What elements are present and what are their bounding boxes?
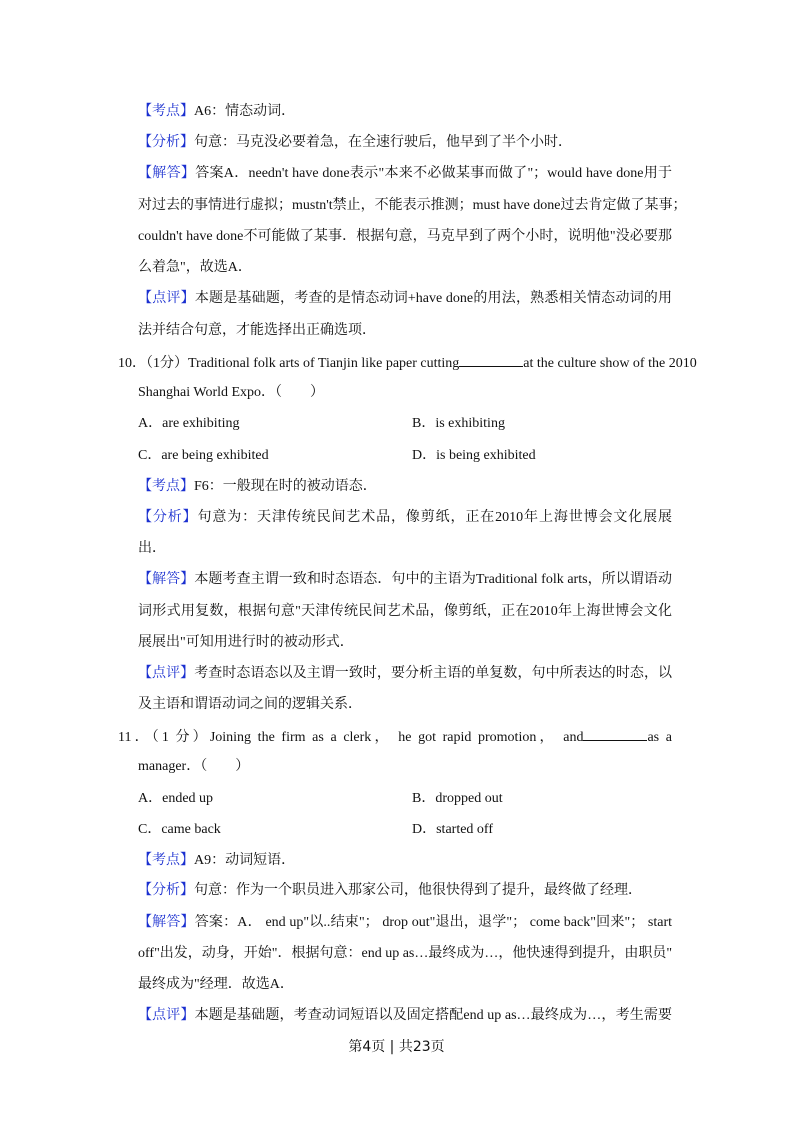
text-line — [138, 881, 672, 901]
option-a: C．came back — [138, 822, 221, 837]
option-a: C．are being exhibited — [138, 448, 269, 463]
line-text: 出． — [138, 541, 166, 556]
text-line — [138, 664, 672, 684]
line-text: 句意：作为一个职员进入那家公司，他很快得到了提升，最终做了经理． — [194, 883, 642, 898]
line-text: 及主语和谓语动词之间的逻辑关系． — [138, 697, 362, 712]
options-row — [138, 446, 672, 466]
text-line — [138, 539, 672, 559]
text-line — [138, 258, 672, 278]
line-text: 本题考查主谓一致和时态语态．句中的主语为Traditional folk arts，所以谓语动 — [194, 572, 673, 587]
question-line — [118, 352, 700, 372]
line-text: 本题是基础题，考查的是情态动词+have done的用法，熟悉相关情态动词的用 — [194, 291, 672, 306]
answer-blank — [583, 726, 647, 741]
line-text: A6：情态动词． — [194, 104, 296, 119]
section-tag: 【考点】 — [138, 104, 194, 119]
text-line — [138, 383, 672, 403]
text-line — [138, 102, 672, 122]
section-tag: 【解答】 — [138, 572, 195, 587]
line-text: manager．（ ） — [138, 759, 250, 774]
section-tag: 【点评】 — [138, 1008, 195, 1023]
text-line — [138, 944, 672, 964]
option-a: A．ended up — [138, 791, 214, 806]
line-text: 答案A．needn't have done表示"本来不必做某事而做了"；would have done用于 — [195, 166, 673, 181]
option-b: B．is exhibiting — [412, 416, 505, 431]
text-line — [138, 508, 672, 528]
section-tag: 【点评】 — [138, 666, 195, 681]
line-text: 10．（1分）Traditional folk arts of Tianjin like paper cutting — [118, 356, 460, 371]
option-b: D．started off — [412, 822, 493, 837]
section-tag: 【解答】 — [138, 166, 196, 181]
text-line — [138, 975, 672, 995]
text-line — [138, 289, 672, 309]
text-line — [138, 570, 672, 590]
line-text: off"出发，动身，开始"．根据句意：end up as…最终成为…，他快速得到提升，由职员" — [138, 946, 673, 961]
text-line — [138, 164, 672, 184]
option-b: D．is being exhibited — [412, 448, 536, 463]
question-line — [118, 726, 672, 746]
section-tag: 【解答】 — [138, 915, 195, 930]
options-row — [138, 789, 672, 809]
text-line — [138, 321, 672, 341]
text-line — [138, 851, 672, 871]
text-line — [138, 133, 672, 153]
line-text: A9：动词短语． — [194, 853, 296, 868]
text-line — [138, 1006, 672, 1026]
option-a: A．are exhibiting — [138, 416, 240, 431]
line-text-post: at the culture show of the 2010 — [523, 356, 697, 371]
options-row — [138, 414, 672, 434]
line-text: 法并结合句意，才能选择出正确选项． — [138, 323, 376, 338]
text-line — [138, 695, 672, 715]
line-text: 最终成为"经理．故选A． — [138, 977, 294, 992]
section-tag: 【考点】 — [138, 853, 194, 868]
options-row — [138, 820, 672, 840]
line-text: 对过去的事情进行虚拟；mustn't禁止，不能表示推测；must have done过去肯定做了某事； — [138, 198, 687, 213]
section-tag: 【分析】 — [138, 135, 194, 150]
line-text: 么着急"，故选A． — [138, 260, 252, 275]
section-tag: 【点评】 — [138, 291, 195, 306]
line-text: 句意为：天津传统民间艺术品，像剪纸，正在2010年上海世博会文化展展 — [197, 510, 673, 525]
section-tag: 【分析】 — [138, 883, 194, 898]
section-tag: 【分析】 — [138, 510, 198, 525]
text-line — [138, 757, 672, 777]
text-line — [138, 602, 672, 622]
line-text: 11．（1 分）Joining the firm as a clerk， he got rapid promotion， and — [118, 730, 584, 745]
text-line — [138, 913, 672, 933]
line-text: 考查时态语态以及主谓一致时，要分析主语的单复数，句中所表达的时态，以 — [194, 666, 673, 681]
line-text: 答案：A． end up"以..结束"； drop out"退出，退学"； come back"回来"； start — [194, 915, 673, 930]
line-text: Shanghai World Expo．（ ） — [138, 385, 325, 400]
line-text: couldn't have done不可能做了某事．根据句意，马克早到了两个小时，说明他"没必要那 — [138, 229, 672, 244]
line-text: 句意：马克没必要着急，在全速行驶后，他早到了半个小时． — [194, 135, 572, 150]
line-text: 词形式用复数，根据句意"天津传统民间艺术品，像剪纸，正在2010年上海世博会文化 — [138, 604, 672, 619]
line-text-post: as a — [647, 730, 672, 745]
text-line — [138, 227, 672, 247]
section-tag: 【考点】 — [138, 479, 194, 494]
line-text: F6：一般现在时的被动语态． — [194, 479, 377, 494]
option-b: B．dropped out — [412, 791, 503, 806]
line-text: 展展出"可知用进行时的被动形式． — [138, 635, 354, 650]
text-line — [138, 477, 672, 497]
text-line — [138, 196, 687, 216]
answer-blank — [459, 352, 523, 367]
line-text: 本题是基础题，考查动词短语以及固定搭配end up as…最终成为…，考生需要 — [194, 1008, 673, 1023]
page-footer: 第4页 | 共23页 — [348, 1039, 445, 1055]
text-line — [138, 633, 672, 653]
